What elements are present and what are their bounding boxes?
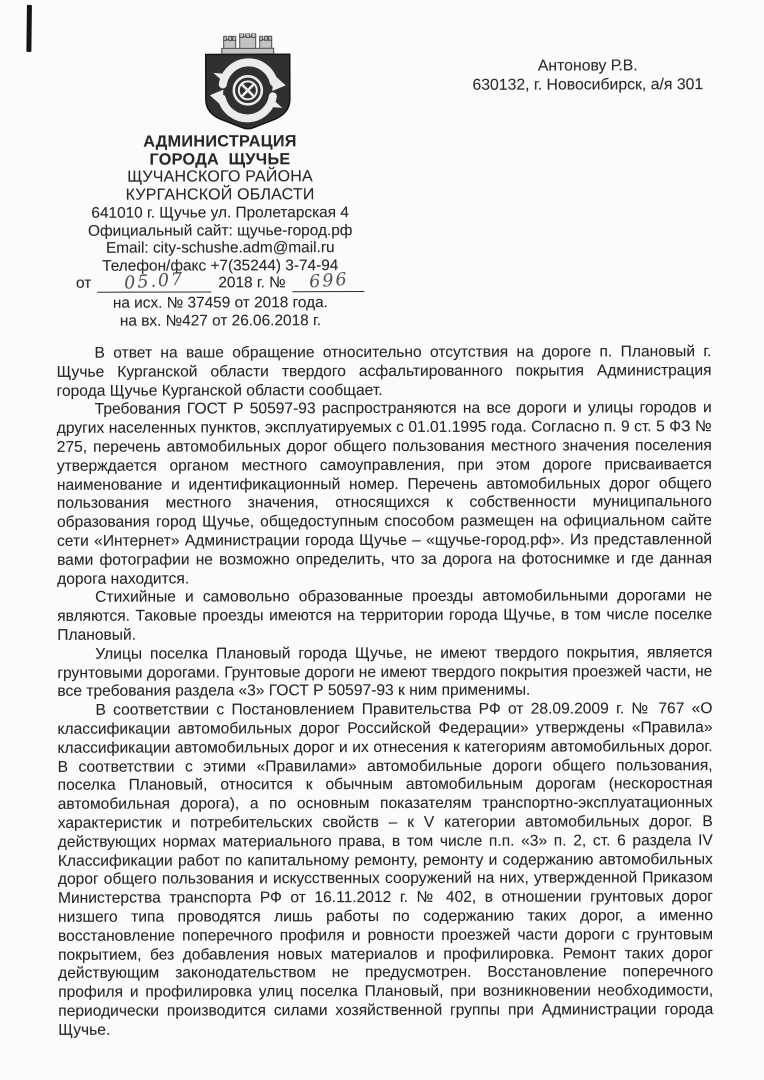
body-paragraph: Стихийные и самовольно образованные проезды автомобильными дорогами не являются. Таковые проезды имеются на территории города Щучье, в том числе поселке Плановый. [57, 587, 713, 644]
org-name-line-2: ГОРОДА ЩУЧЬЕ [149, 150, 291, 169]
body-paragraph: В ответ на ваше обращение относительно отсутствия на дороге п. Плановый г. Щучье Курганской области твердого асфальтированного покрытия Администрация города Щучье Курганской области сообщает. [56, 343, 712, 400]
org-name-line-1: АДМИНИСТРАЦИЯ [143, 132, 297, 151]
letterhead-address: 641010 г. Щучье ул. Пролетарская 4 [91, 204, 349, 223]
recipient-address: 630132, г. Новосибирск, а/я 301 [472, 76, 704, 94]
handwritten-number: 696 [308, 270, 349, 293]
org-name-line-3: ЩУЧАНСКОГО РАЙОНА [127, 168, 313, 187]
coat-of-arms-icon [187, 33, 309, 129]
body-paragraph: В соответствии с Постановлением Правительства РФ от 28.09.2009 г. № 767 «О классификации автомобильных дорог Российской Федерации» утверждены «Правила» классификации автомобильных дорог и их отнесения к категориям автомобильных дорог. В соответствии с этими «Правилами» автомобильные дороги общего пользования, поселка Плановый, относится к обычным автомобильным дорогам (нескоростная автомобильная дорога), а по основным показателям транспортно-эксплуатационных характеристик и потребительских свойств – к V категории автомобильных дорог. В действующих нормах материального права, в том числе п.п. «3» п. 2, ст. 6 раздела IV Классификации работ по капитальному ремонту, ремонту и содержанию автомобильных дорог общего пользования и искусственных сооружений на них, утвержденной Приказом Министерства транспорта РФ от 16.11.2012 г. № 402, в отношении грунтовых дорог низшего типа проводятся лишь работы по содержанию таких дорог, а именно восстановление поперечного профиля и ровности проезжей части дороги с грунтовым покрытием, без добавления новых материалов и профилировка. Ремонт таких дорог действующим законодательством не предусмотрен. Восстановление поперечного профиля и профилировка улиц поселка Плановый, при возникновении необходимости, периодически производится силами хозяйственной группы при Администрации города Щучье. [57, 700, 714, 1039]
reference-date-line [19, 269, 421, 295]
date-blank-field [97, 269, 211, 295]
org-name-line-4: КУРГАНСКОЙ ОБЛАСТИ [125, 186, 315, 205]
letterhead-email: Email: city-schushe.adm@mail.ru [105, 239, 335, 258]
letterhead [19, 33, 422, 330]
recipient-name: Антонову Р.В. [537, 57, 638, 75]
ref-year-number-label: 2018 г. № [218, 274, 286, 292]
body-paragraph: Требования ГОСТ Р 50597-93 распространяются на все дороги и улицы городов и других населенных пунктов, эксплуатируемых с 01.01.1995 года. Согласно п. 9 ст. 5 ФЗ № 275, перечень автомобильных дорог общего пользования местного значения поселения утверждается органом местного самоуправления, при этом дороге присваивается наименование и идентификационный номер. Перечень автомобильных дорог общего пользования местного значения, относящихся к собственности муниципального образования город Щучье, общедоступным способом размещен на официальном сайте сети «Интернет» Администрации города Щучье – «щучье-город.рф». Из представленной вами фотографии не возможно определить, что за дорога на фотоснимке и где данная дорога находится. [56, 399, 713, 588]
letter-body [56, 343, 713, 1040]
letterhead-website: Официальный сайт: щучье-город.рф [87, 221, 353, 240]
handwritten-date: 05.07 [123, 269, 185, 295]
letterhead-phone: Телефон/факс +7(35244) 3-74-94 [102, 257, 339, 275]
recipient-block [423, 56, 753, 95]
body-paragraph: Улицы поселка Плановый города Щучье, не имеют твердого покрытия, является грунтовыми дорогами. Грунтовые дороги не имеют твердого покрытия проезжей части, не все требования раздела «3» ГОСТ Р 50597-93 к ним применимы. [57, 643, 713, 701]
incoming-reference: на вх. №427 от 26.06.2018 г. [119, 312, 321, 330]
number-blank-field [293, 270, 365, 293]
outgoing-reference: на исх. № 37459 от 2018 года. [112, 294, 328, 313]
ref-prefix: от [76, 275, 92, 293]
